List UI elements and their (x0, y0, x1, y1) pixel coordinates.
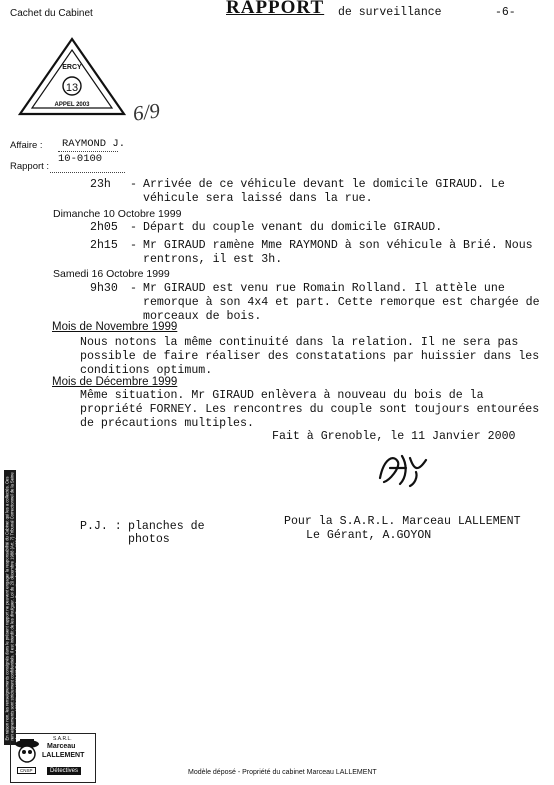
logo-line4: Détectives (47, 767, 81, 775)
manager-signature: Le Gérant, A.GOYON (306, 529, 432, 542)
rapport-underline (50, 172, 125, 173)
handwritten-reference: 6/9 (131, 98, 162, 126)
month-paragraph: Nous notons la même continuité dans la relation. Il ne sera pas possible de faire réaliser des constatations par huissier dans les conditions optimum. (80, 336, 540, 377)
entry-time: 23h (90, 178, 111, 191)
month-heading: Mois de Décembre 1999 (52, 376, 178, 388)
day-heading: Samedi 16 Octobre 1999 (53, 268, 170, 280)
detective-icon (13, 736, 41, 766)
affaire-underline (58, 151, 118, 152)
affaire-value: RAYMOND J. (62, 138, 126, 150)
month-paragraph: Même situation. Mr GIRAUD enlèvera à nouveau du bois de la propriété FORNEY. Les rencontres du couple sont toujours entourées de précautions multiples. (80, 389, 540, 430)
entry-time: 9h30 (90, 282, 118, 295)
legal-notice: En raison non, les renseignements consignés dans le présent rapport ne peuvent engager la responsabilité du Cabinet qui les a collectés. Ces renseignements sont strictement confidentiels. Il est interdit de les divulguer. Loi du 20 décembre 1988 (Art. 7) Tribunal Correctionnel de la Seine du 6 décembre 1888 (Art 11 1979) 88) Tribunal de Grande Instance Cour de Cassation du 15 décembre 1934 (4, 472, 20, 741)
logo-line1: S.A.R.L. (53, 736, 72, 742)
report-subtitle: de surveillance (338, 6, 442, 19)
entry-time: 2h15 (90, 239, 118, 252)
page-number: -6- (495, 6, 516, 19)
legal-side-band (4, 470, 20, 745)
entry-time: 2h05 (90, 221, 118, 234)
stamp-bottom-text: APPEL 2003 (54, 102, 90, 108)
affaire-label: Affaire : (10, 140, 43, 151)
logo-line2: Marceau (47, 743, 76, 750)
entry-dash: - (130, 282, 137, 295)
entry-text: Mr GIRAUD est venu rue Romain Rolland. Il attèle une remorque à son 4x4 et part. Cette remorque est chargée de morceaux de bois. (143, 282, 540, 323)
entry-dash: - (130, 221, 137, 234)
signature (370, 448, 435, 488)
footer-note: Modèle déposé - Propriété du cabinet Marceau LALLEMENT (188, 769, 377, 776)
pj-label: P.J. : (80, 520, 122, 533)
entry-text: Arrivée de ce véhicule devant le domicile GIRAUD. Le véhicule sera laissé dans la rue. (143, 178, 505, 205)
logo-line3: LALLEMENT (42, 752, 85, 759)
logo-badge: CNSP (17, 767, 36, 774)
place-date: Fait à Grenoble, le 11 Janvier 2000 (272, 430, 516, 443)
stamp-top-text: ERCY (62, 64, 82, 71)
pj-text: planches de photos (128, 520, 205, 546)
cabinet-stamp-label: Cachet du Cabinet (10, 8, 93, 19)
rapport-label: Rapport : (10, 161, 50, 172)
stamp-number: 13 (65, 82, 79, 94)
triangle-stamp (16, 36, 128, 118)
company-signature: Pour la S.A.R.L. Marceau LALLEMENT (284, 515, 521, 528)
entry-text: Mr GIRAUD ramène Mme RAYMOND à son véhicule à Brié. Nous rentrons, il est 3h. (143, 239, 533, 266)
month-heading: Mois de Novembre 1999 (52, 321, 178, 333)
rapport-value: 10-0100 (58, 153, 103, 165)
company-logo (10, 733, 96, 783)
entry-dash: - (130, 239, 137, 252)
report-title: RAPPORT (226, 0, 325, 18)
entry-text: Départ du couple venant du domicile GIRAUD. (143, 221, 443, 234)
entry-dash: - (130, 178, 137, 191)
day-heading: Dimanche 10 Octobre 1999 (53, 208, 182, 220)
